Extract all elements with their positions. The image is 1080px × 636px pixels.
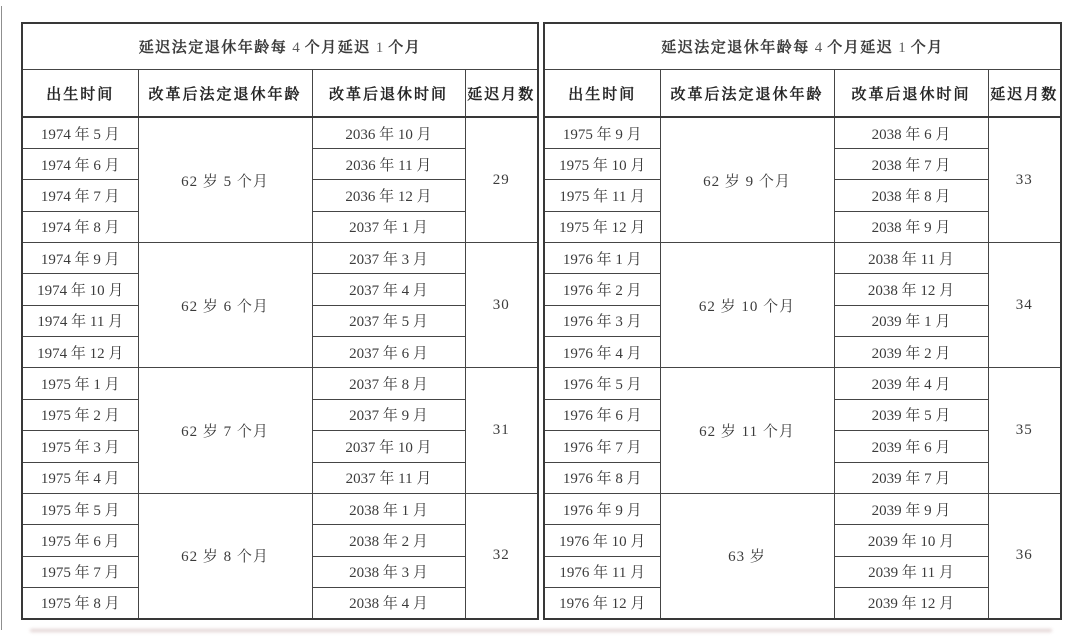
table-row xyxy=(544,493,1061,524)
table-row xyxy=(544,117,1061,148)
birth-month-cell: 1976 年 7 月 xyxy=(544,431,660,462)
title-text-mid: 个月延迟 xyxy=(827,40,894,57)
table-title xyxy=(22,23,538,70)
col-header-birth-date: 出生时间 xyxy=(22,70,138,118)
col-header-delay-months: 延迟月数 xyxy=(465,70,538,118)
title-text-suf: 个月 xyxy=(910,40,944,57)
birth-month-cell: 1975 年 7 月 xyxy=(22,556,138,587)
delay-months-cell: 34 xyxy=(988,243,1061,368)
col-header-birth-date: 出生时间 xyxy=(544,70,660,118)
birth-month-cell: 1975 年 5 月 xyxy=(22,493,138,524)
delay-months-cell: 33 xyxy=(988,117,1061,242)
retirement-date-cell: 2038 年 3 月 xyxy=(312,556,465,587)
retirement-date-cell: 2037 年 10 月 xyxy=(312,431,465,462)
title-number-1: 1 xyxy=(898,40,906,57)
birth-month-cell: 1976 年 11 月 xyxy=(544,556,660,587)
birth-month-cell: 1976 年 1 月 xyxy=(544,243,660,274)
retirement-age-cell: 62 岁 5 个月 xyxy=(138,117,312,242)
bottom-crop-artifact xyxy=(30,629,1052,632)
birth-month-cell: 1976 年 8 月 xyxy=(544,462,660,493)
table-row xyxy=(544,243,1061,274)
birth-month-cell: 1975 年 4 月 xyxy=(22,462,138,493)
col-header-statutory-age: 改革后法定退休年龄 xyxy=(660,70,834,118)
title-text-mid: 个月延迟 xyxy=(304,40,371,57)
birth-month-cell: 1976 年 12 月 xyxy=(544,587,660,619)
col-header-delay-months: 延迟月数 xyxy=(988,70,1061,118)
retirement-age-cell: 62 岁 8 个月 xyxy=(138,493,312,619)
retirement-date-cell: 2036 年 11 月 xyxy=(312,148,465,179)
birth-month-cell: 1975 年 10 月 xyxy=(544,148,660,179)
retirement-date-cell: 2037 年 1 月 xyxy=(312,211,465,242)
col-header-retirement-date: 改革后退休时间 xyxy=(312,70,465,118)
delay-months-cell: 29 xyxy=(465,117,538,242)
birth-month-cell: 1974 年 5 月 xyxy=(22,117,138,148)
retirement-date-cell: 2037 年 8 月 xyxy=(312,368,465,399)
retirement-date-cell: 2039 年 9 月 xyxy=(834,493,988,524)
delayed-retirement-table-right xyxy=(543,22,1062,620)
retirement-date-cell: 2039 年 12 月 xyxy=(834,587,988,619)
birth-month-cell: 1975 年 12 月 xyxy=(544,211,660,242)
col-header-statutory-age: 改革后法定退休年龄 xyxy=(138,70,312,118)
retirement-date-cell: 2038 年 4 月 xyxy=(312,587,465,619)
table-title-row xyxy=(22,23,538,70)
retirement-age-cell: 63 岁 xyxy=(660,493,834,619)
delay-months-cell: 35 xyxy=(988,368,1061,493)
delay-months-cell: 30 xyxy=(465,243,538,368)
retirement-date-cell: 2038 年 6 月 xyxy=(834,117,988,148)
birth-month-cell: 1974 年 6 月 xyxy=(22,148,138,179)
retirement-date-cell: 2039 年 10 月 xyxy=(834,525,988,556)
birth-month-cell: 1975 年 8 月 xyxy=(22,587,138,619)
birth-month-cell: 1975 年 3 月 xyxy=(22,431,138,462)
retirement-date-cell: 2039 年 1 月 xyxy=(834,305,988,336)
retirement-date-cell: 2038 年 11 月 xyxy=(834,243,988,274)
column-header-row xyxy=(544,70,1061,118)
title-number-4: 4 xyxy=(292,40,300,57)
table-row xyxy=(22,243,538,274)
birth-month-cell: 1976 年 6 月 xyxy=(544,399,660,430)
table-title-row xyxy=(544,23,1061,70)
retirement-date-cell: 2039 年 5 月 xyxy=(834,399,988,430)
delay-months-cell: 32 xyxy=(465,493,538,619)
retirement-date-cell: 2039 年 2 月 xyxy=(834,337,988,368)
birth-month-cell: 1976 年 9 月 xyxy=(544,493,660,524)
birth-month-cell: 1976 年 3 月 xyxy=(544,305,660,336)
birth-month-cell: 1975 年 1 月 xyxy=(22,368,138,399)
retirement-date-cell: 2037 年 5 月 xyxy=(312,305,465,336)
title-number-4: 4 xyxy=(814,40,823,57)
table-row xyxy=(544,368,1061,399)
retirement-date-cell: 2039 年 7 月 xyxy=(834,462,988,493)
table-row xyxy=(22,493,538,524)
col-header-retirement-date: 改革后退休时间 xyxy=(834,70,988,118)
table-title xyxy=(544,23,1061,70)
retirement-date-cell: 2037 年 4 月 xyxy=(312,274,465,305)
birth-month-cell: 1974 年 9 月 xyxy=(22,243,138,274)
retirement-age-cell: 62 岁 9 个月 xyxy=(660,117,834,242)
table-row xyxy=(22,368,538,399)
retirement-date-cell: 2037 年 11 月 xyxy=(312,462,465,493)
birth-month-cell: 1974 年 8 月 xyxy=(22,211,138,242)
retirement-date-cell: 2037 年 6 月 xyxy=(312,337,465,368)
column-header-row xyxy=(22,70,538,118)
title-number-1: 1 xyxy=(375,40,384,57)
retirement-date-cell: 2038 年 12 月 xyxy=(834,274,988,305)
title-text-suf: 个月 xyxy=(388,40,422,57)
birth-month-cell: 1974 年 12 月 xyxy=(22,337,138,368)
delay-months-cell: 31 xyxy=(465,368,538,493)
birth-month-cell: 1976 年 10 月 xyxy=(544,525,660,556)
retirement-date-cell: 2038 年 7 月 xyxy=(834,148,988,179)
birth-month-cell: 1975 年 6 月 xyxy=(22,525,138,556)
retirement-date-cell: 2039 年 4 月 xyxy=(834,368,988,399)
birth-month-cell: 1975 年 11 月 xyxy=(544,180,660,211)
retirement-date-cell: 2038 年 8 月 xyxy=(834,180,988,211)
retirement-date-cell: 2037 年 3 月 xyxy=(312,243,465,274)
birth-month-cell: 1974 年 7 月 xyxy=(22,180,138,211)
retirement-date-cell: 2038 年 1 月 xyxy=(312,493,465,524)
birth-month-cell: 1976 年 5 月 xyxy=(544,368,660,399)
birth-month-cell: 1976 年 4 月 xyxy=(544,337,660,368)
retirement-date-cell: 2038 年 9 月 xyxy=(834,211,988,242)
retirement-date-cell: 2036 年 10 月 xyxy=(312,117,465,148)
title-text-pre: 延迟法定退休年龄每 xyxy=(661,40,810,57)
delay-months-cell: 36 xyxy=(988,493,1061,619)
retirement-date-cell: 2039 年 6 月 xyxy=(834,431,988,462)
retirement-age-cell: 62 岁 7 个月 xyxy=(138,368,312,493)
birth-month-cell: 1975 年 2 月 xyxy=(22,399,138,430)
birth-month-cell: 1974 年 11 月 xyxy=(22,305,138,336)
retirement-date-cell: 2036 年 12 月 xyxy=(312,180,465,211)
birth-month-cell: 1975 年 9 月 xyxy=(544,117,660,148)
delayed-retirement-table-left xyxy=(21,22,539,620)
retirement-date-cell: 2037 年 9 月 xyxy=(312,399,465,430)
image-left-edge-line xyxy=(1,6,2,630)
retirement-age-cell: 62 岁 10 个月 xyxy=(660,243,834,368)
retirement-date-cell: 2039 年 11 月 xyxy=(834,556,988,587)
birth-month-cell: 1976 年 2 月 xyxy=(544,274,660,305)
retirement-date-cell: 2038 年 2 月 xyxy=(312,525,465,556)
retirement-age-cell: 62 岁 6 个月 xyxy=(138,243,312,368)
title-text-pre: 延迟法定退休年龄每 xyxy=(138,40,288,57)
table-row xyxy=(22,117,538,148)
retirement-age-cell: 62 岁 11 个月 xyxy=(660,368,834,493)
birth-month-cell: 1974 年 10 月 xyxy=(22,274,138,305)
